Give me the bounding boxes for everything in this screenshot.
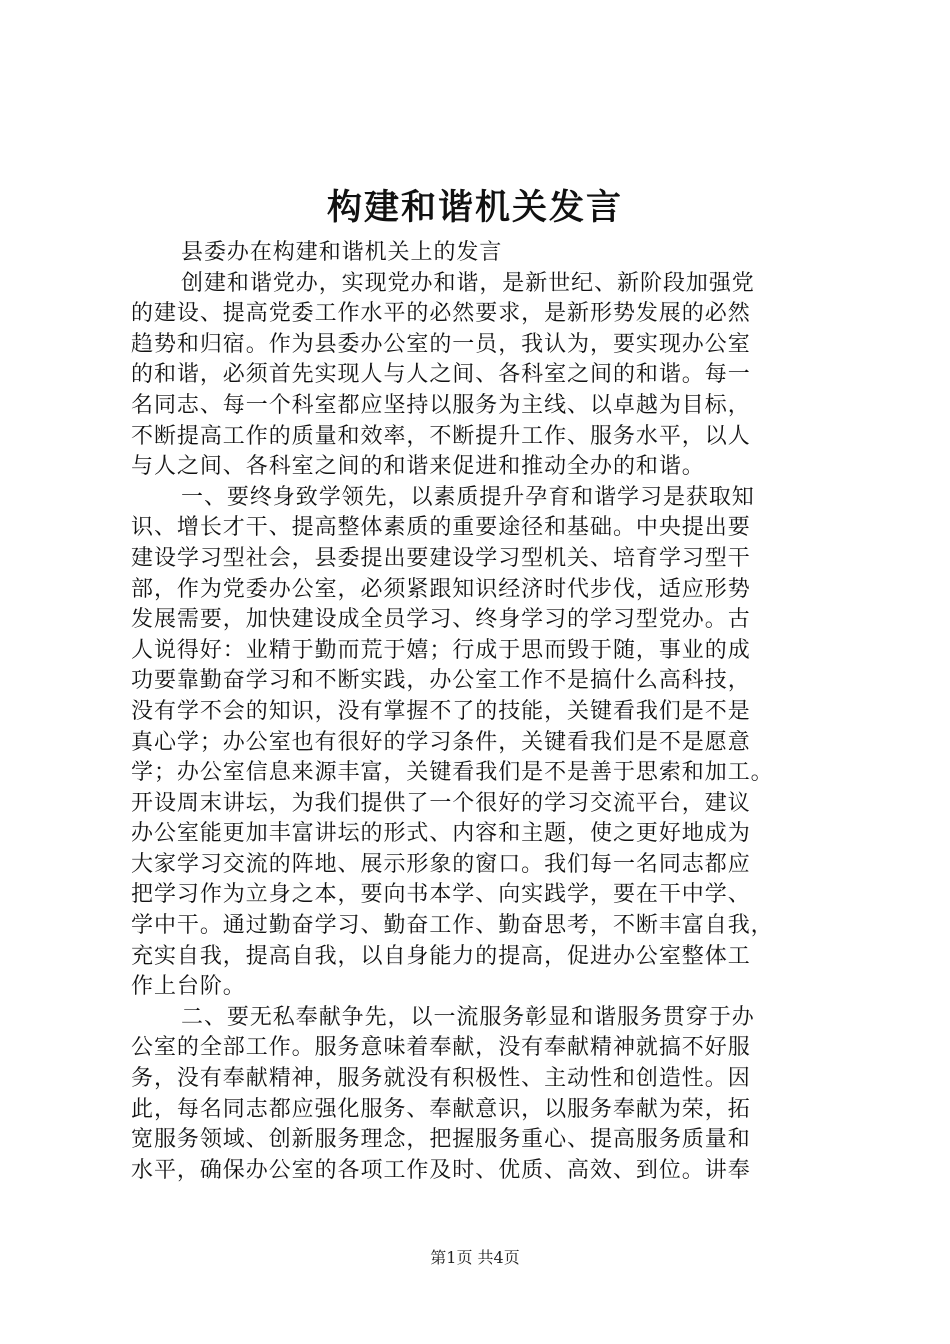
paragraph-line: 趋势和归宿。作为县委办公室的一员，我认为，要实现办公室 [131, 331, 751, 357]
paragraph-line: 部，作为党委办公室，必须紧跟知识经济时代步伐，适应形势 [131, 576, 751, 602]
paragraph-line: 创建和谐党办，实现党办和谐，是新世纪、新阶段加强党 [181, 270, 755, 296]
paragraph-line: 的和谐，必须首先实现人与人之间、各科室之间的和谐。每一 [131, 362, 751, 388]
paragraph-line: 学；办公室信息来源丰富，关键看我们是不是善于思索和加工。 [131, 760, 774, 786]
paragraph-line: 二、要无私奉献争先，以一流服务彰显和谐服务贯穿于办 [181, 1004, 755, 1030]
paragraph-line: 办公室能更加丰富讲坛的形式、内容和主题，使之更好地成为 [131, 821, 751, 847]
document-title: 构建和谐机关发言 [326, 188, 623, 228]
paragraph-line: 公室的全部工作。服务意味着奉献，没有奉献精神就搞不好服 [131, 1035, 751, 1061]
paragraph-line: 一、要终身致学领先，以素质提升孕育和谐学习是获取知 [181, 484, 755, 510]
paragraph-line: 大家学习交流的阵地、展示形象的窗口。我们每一名同志都应 [131, 851, 751, 877]
paragraph-line: 与人之间、各科室之间的和谐来促进和推动全办的和谐。 [131, 454, 705, 480]
paragraph-line: 发展需要，加快建设成全员学习、终身学习的学习型党办。古 [131, 607, 751, 633]
paragraph-line: 人说得好：业精于勤而荒于嬉；行成于思而毁于随，事业的成 [131, 637, 751, 663]
paragraph-line: 水平，确保办公室的各项工作及时、优质、高效、到位。讲奉 [131, 1157, 751, 1183]
paragraph-line: 务，没有奉献精神，服务就没有积极性、主动性和创造性。因 [131, 1066, 751, 1092]
paragraph-line: 把学习作为立身之本，要向书本学、向实践学，要在干中学、 [131, 882, 751, 908]
paragraph-line: 开设周末讲坛，为我们提供了一个很好的学习交流平台，建议 [131, 790, 751, 816]
paragraph-line: 的建设、提高党委工作水平的必然要求，是新形势发展的必然 [131, 301, 751, 327]
document-body [131, 238, 831, 1186]
paragraph-line: 此，每名同志都应强化服务、奉献意识，以服务奉献为荣，拓 [131, 1096, 751, 1122]
page-number-footer: 第1页 共4页 [430, 1248, 520, 1267]
paragraph-line: 学中干。通过勤奋学习、勤奋工作、勤奋思考，不断丰富自我， [131, 913, 774, 939]
paragraph-line: 功要靠勤奋学习和不断实践，办公室工作不是搞什么高科技， [131, 668, 751, 694]
paragraph-line: 建设学习型社会，县委提出要建设学习型机关、培育学习型干 [131, 545, 751, 571]
paragraph-line: 不断提高工作的质量和效率，不断提升工作、服务水平，以人 [131, 423, 751, 449]
paragraph-line: 宽服务领域、创新服务理念，把握服务重心、提高服务质量和 [131, 1127, 751, 1153]
paragraph-line: 识、增长才干、提高整体素质的重要途径和基础。中央提出要 [131, 515, 751, 541]
paragraph-line: 名同志、每一个科室都应坚持以服务为主线、以卓越为目标， [131, 392, 751, 418]
paragraph-line: 真心学；办公室也有很好的学习条件，关键看我们是不是愿意 [131, 729, 751, 755]
paragraph-line: 充实自我，提高自我，以自身能力的提高，促进办公室整体工 [131, 943, 751, 969]
paragraph-line: 作上台阶。 [131, 974, 246, 1000]
subtitle-line: 县委办在构建和谐机关上的发言 [181, 240, 503, 265]
paragraph-line: 没有学不会的知识，没有掌握不了的技能，关键看我们是不是 [131, 698, 751, 724]
